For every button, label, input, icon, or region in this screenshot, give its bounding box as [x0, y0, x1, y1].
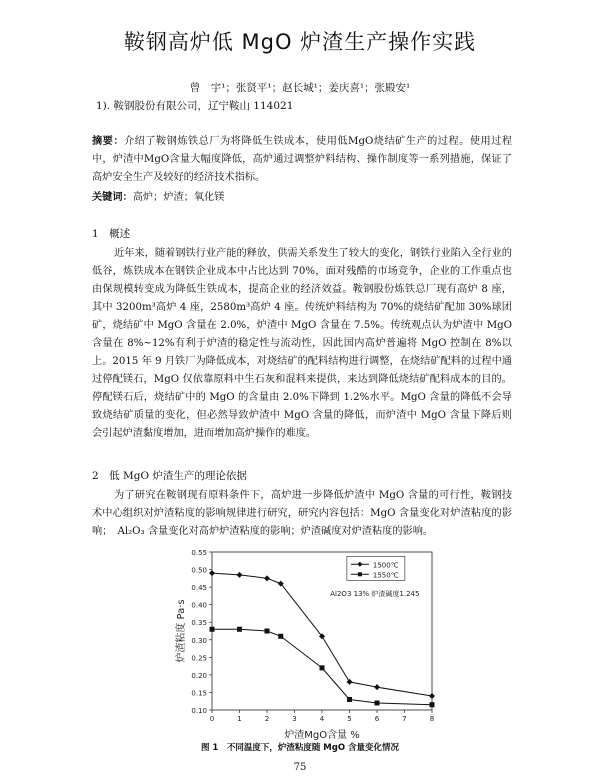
data-point-2 [237, 627, 242, 632]
data-point-1 [347, 679, 353, 685]
legend-label-1: 1500℃ [372, 561, 399, 570]
y-tick-label: 0.25 [191, 654, 207, 663]
data-point-2 [278, 634, 283, 639]
y-tick-label: 0.15 [191, 689, 207, 698]
x-tick-label: 2 [264, 715, 270, 723]
data-point-2 [265, 629, 270, 634]
abstract-label: 摘要： [92, 135, 125, 147]
data-point-1 [429, 693, 435, 699]
y-tick-label: 0.45 [191, 584, 207, 593]
data-point-2 [347, 697, 352, 702]
data-point-2 [375, 700, 380, 705]
affiliation: 1). 鞍钢股份有限公司，辽宁鞍山 114021 [96, 100, 294, 112]
x-tick-label: 8 [429, 715, 435, 723]
y-axis-label: 炉渣粘度 Pa·s [176, 599, 187, 663]
author-list: 曾 宇¹；张贤平¹；赵长城¹；姜庆喜¹；张殿安¹ [189, 82, 411, 94]
x-tick-label: 7 [402, 715, 407, 723]
data-point-2 [210, 627, 215, 632]
y-tick-label: 0.40 [191, 601, 207, 610]
y-tick-label: 0.55 [191, 549, 207, 557]
keywords-label: 关键词： [92, 191, 133, 203]
data-point-1 [209, 570, 215, 576]
y-tick-label: 0.20 [191, 671, 207, 680]
legend-label-2: 1550℃ [372, 571, 399, 580]
keywords-text: 高炉；炉渣；氧化镁 [132, 192, 225, 203]
abstract [92, 132, 512, 187]
legend-marker-2 [358, 572, 362, 576]
data-point-1 [237, 572, 243, 578]
x-tick-label: 5 [347, 715, 352, 723]
y-tick-label: 0.30 [191, 636, 207, 645]
y-tick-label: 0.35 [191, 619, 207, 628]
data-point-1 [374, 684, 380, 690]
x-tick-label: 0 [209, 715, 215, 723]
section-heading-theory: 2 低 MgO 炉渣生产的理论依据 [92, 470, 247, 482]
y-tick-label: 0.10 [191, 707, 207, 715]
y-tick-label: 0.50 [191, 566, 207, 575]
section-body-theory: 为了研究在鞍钢现有原料条件下，高炉进一步降低炉渣中 MgO 含量的可行性，鞍钢技术中心组织对炉渣粘度的影响规律进行研究，研究内容包括：MgO 含量变化对炉渣粘度的影响； Al₂O₃ 含量变化对高炉炉渣粘度的影响；炉渣碱度对炉渣粘度的影响。 [92, 490, 512, 537]
x-tick-label: 3 [292, 715, 297, 723]
data-point-1 [264, 575, 270, 581]
chart-annotation: Al2O3 13% 炉渣碱度1.245 [330, 589, 420, 598]
data-point-2 [430, 702, 435, 707]
x-tick-label: 1 [237, 715, 242, 723]
paper-title: 鞍钢高炉低 MgO 炉渣生产操作实践 [123, 30, 477, 54]
data-point-2 [320, 665, 325, 670]
keywords [92, 188, 512, 207]
x-tick-label: 6 [374, 715, 380, 723]
x-axis-label: 炉渣MgO含量 % [284, 730, 360, 741]
page-number: 75 [293, 762, 307, 773]
figure-caption: 图 1 不同温度下，炉渣粘度随 MgO 含量变化情况 [200, 743, 400, 753]
viscosity-line-chart [140, 544, 460, 742]
section-body-overview: 近年来，随着钢铁行业产能的释放，供需关系发生了较大的变化，钢铁行业陷入全行业的低谷，炼铁成本在钢铁企业成本中占比达到 70%，面对残酷的市场竞争，企业的工作重点也由保规模转变成为降低生铁成本，提高企业的经济效益。鞍钢股份炼铁总厂现有高炉 8 座，其中 3200m³高炉 4 座，2580m³高炉 4 座。传统炉料结构为 70%的烧结矿配加 30%球团矿，烧结矿中 MgO 含量在 2.0%，炉渣中 MgO 含量在 7.5%。传统观点认为炉渣中 MgO 含量在 8%~12%有利于炉渣的稳定性与流动性，因此国内高炉普遍将 MgO 控制在 8%以上。2015 年 9 月铁厂为降低成本，对烧结矿的配料结构进行调整，在烧结矿配料的过程中通过停配镁石，MgO 仅依靠原料中生石灰和混料来提供，来达到降低烧结矿配料成本的目的。停配镁石后，烧结矿中的 MgO 的含量由 2.0%下降到 1.2%水平。MgO 含量的降低不会导致烧结矿质量的变化，但必然导致炉渣中 MgO 含量的降低，而炉渣中 MgO 含量下降后则会引起炉渣黏度增加，进而增加高炉操作的难度。 [92, 248, 512, 439]
section-heading-overview: 1 概述 [92, 228, 131, 240]
abstract-text: 介绍了鞍钢炼铁总厂为将降低生铁成本，使用低MgO烧结矿生产的过程。使用过程中，炉渣中MgO含量大幅度降低，高炉通过调整炉料结构、操作制度等一系列措施，保证了高炉安全生产及较好的经济技术指标。 [92, 136, 513, 183]
x-tick-label: 4 [319, 715, 325, 723]
